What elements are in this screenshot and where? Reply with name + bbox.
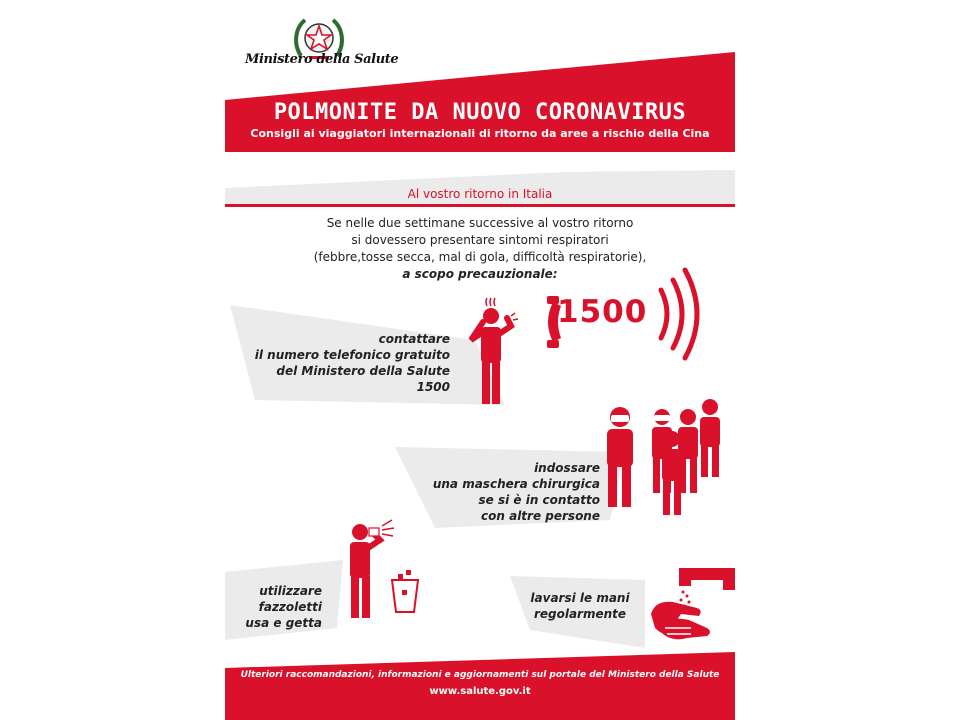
tip-line: se si è in contatto [478,493,600,507]
masked-group-icon [600,395,735,517]
intro-line: si dovessero presentare sintomi respiratori [351,233,609,247]
tip-disposable-tissues [237,583,322,631]
section-label: Al vostro ritorno in Italia [407,187,553,201]
footer-text: Ulteriori raccomandazioni, informazioni e aggiornamenti sul portale del Ministero della Salute [240,670,720,680]
coughing-person-with-phone-icon [463,296,525,408]
hand-washing-icon [643,562,735,648]
intro-line: (febbre,tosse secca, mal di gola, difficoltà respiratorie), [313,250,647,264]
sneezing-person-tissue-icon [340,510,425,622]
tip-line: del Ministero della Salute [276,364,450,378]
tip-line: utilizzare [259,584,322,598]
page-subtitle: Consigli ai viaggiatori internazionali di ritorno da aree a rischio della Cina [250,127,710,140]
tip-line: una maschera chirurgica [432,477,600,491]
page-title: POLMONITE DA NUOVO CORONAVIRUS [273,100,687,125]
tip-wear-mask [395,460,600,524]
tip-line: contattare [378,332,450,346]
tip-line: lavarsi le mani [530,591,630,605]
intro-line: Se nelle due settimane successive al vostro ritorno [326,216,634,230]
footer-url-link[interactable]: www.salute.gov.it [429,686,531,697]
poster [225,0,735,720]
tip-line: il numero telefonico gratuito [254,348,450,362]
tip-line: regolarmente [533,607,627,621]
signal-waves-icon [655,264,715,364]
tip-line: fazzoletti [258,600,322,614]
ministry-name: Ministero della Salute [245,52,399,67]
intro-emphasis: a scopo precauzionale: [402,267,558,281]
tip-line: usa e getta [245,616,322,630]
phone-number: 1500 [557,294,648,330]
tip-wash-hands [515,590,645,622]
tip-line: 1500 [416,380,450,394]
tip-line: con altre persone [481,509,600,523]
section-band-underline [225,204,735,207]
tip-contact-number [245,331,450,395]
tip-line: indossare [534,461,600,475]
